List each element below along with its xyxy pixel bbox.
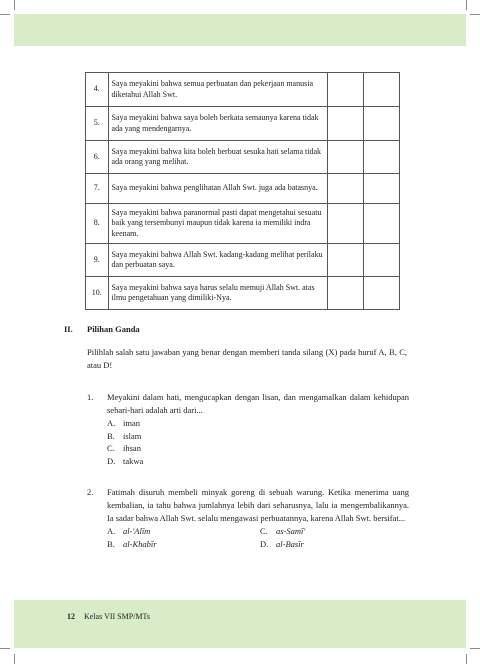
answer-cell[interactable] bbox=[363, 73, 399, 107]
option-c[interactable] bbox=[107, 442, 409, 455]
survey-table bbox=[85, 72, 400, 310]
answer-cell[interactable] bbox=[328, 244, 363, 277]
crop-mark bbox=[0, 14, 10, 15]
table-row bbox=[86, 277, 400, 310]
option-row bbox=[107, 525, 409, 538]
crop-mark bbox=[0, 648, 10, 649]
crop-mark bbox=[466, 654, 467, 664]
page-number: 12 bbox=[67, 612, 75, 621]
row-statement: Saya meyakini bahwa penglihatan Allah Swt. juga ada batasnya. bbox=[108, 174, 328, 204]
instruction-text: Pilihlah salah satu jawaban yang benar dengan memberi tanda silang (X) pada huruf A, B, C, atau D! bbox=[87, 347, 407, 370]
question-2 bbox=[87, 486, 409, 550]
table-row bbox=[86, 141, 400, 174]
option-d[interactable] bbox=[260, 538, 304, 551]
option-text: al-'Alīm bbox=[123, 526, 151, 536]
option-d[interactable] bbox=[107, 455, 409, 468]
table-row bbox=[86, 204, 400, 244]
option-text: takwa bbox=[123, 455, 144, 466]
answer-cell[interactable] bbox=[363, 174, 399, 204]
row-statement: Saya meyakini bahwa semua perbuatan dan pekerjaan manusia diketahui Allah Swt. bbox=[108, 73, 328, 107]
option-letter: C. bbox=[107, 443, 115, 453]
row-number: 4. bbox=[86, 73, 109, 107]
answer-cell[interactable] bbox=[363, 107, 399, 141]
option-text: iman bbox=[123, 418, 140, 428]
question-number: 2. bbox=[87, 487, 94, 497]
row-number: 6. bbox=[86, 141, 109, 174]
row-statement: Saya meyakini bahwa saya harus selalu memuji Allah Swt. atas ilmu pengetahuan yang dimiliki-Nya. bbox=[108, 277, 328, 310]
row-number: 5. bbox=[86, 107, 109, 141]
footer-label: Kelas VII SMP/MTs bbox=[84, 612, 150, 621]
row-statement: Saya meyakini bahwa Allah Swt. kadang-kadang melihat perilaku dan perbuatan saya. bbox=[108, 244, 328, 277]
option-text: as-Samī' bbox=[276, 526, 306, 536]
row-statement: Saya meyakini bahwa paranormal pasti dapat mengetahui sesuatu baik yang tersembunyi maupun tidak karena ia memiliki indra keenam. bbox=[108, 204, 328, 244]
answer-cell[interactable] bbox=[363, 244, 399, 277]
option-b[interactable] bbox=[107, 538, 157, 551]
option-letter: D. bbox=[260, 538, 269, 549]
option-b[interactable] bbox=[107, 430, 409, 443]
answer-cell[interactable] bbox=[363, 277, 399, 310]
section-number: II. bbox=[64, 324, 73, 334]
question-1 bbox=[87, 391, 409, 467]
option-letter: D. bbox=[107, 455, 116, 466]
option-text: al-Basīr bbox=[276, 538, 304, 549]
table-row bbox=[86, 107, 400, 141]
row-number: 7. bbox=[86, 174, 109, 204]
row-number: 10. bbox=[86, 277, 109, 310]
option-c[interactable] bbox=[260, 525, 305, 538]
answer-cell[interactable] bbox=[328, 204, 363, 244]
crop-mark bbox=[470, 648, 480, 649]
answer-cell[interactable] bbox=[328, 141, 363, 174]
option-letter: A. bbox=[107, 526, 116, 536]
question-text: Meyakini dalam hati, mengucapkan dengan lisan, dan mengamalkan dalam kehidupan sehari-hari adalah arti dari... bbox=[107, 392, 409, 415]
option-text: islam bbox=[123, 430, 142, 441]
answer-cell[interactable] bbox=[328, 174, 363, 204]
crop-mark bbox=[14, 0, 15, 10]
answer-cell[interactable] bbox=[363, 141, 399, 174]
row-number: 9. bbox=[86, 244, 109, 277]
section-title: Pilihan Ganda bbox=[87, 324, 140, 334]
section-heading bbox=[64, 324, 140, 334]
page-footer bbox=[67, 612, 150, 621]
table-row bbox=[86, 244, 400, 277]
option-text: ihsan bbox=[123, 443, 141, 453]
crop-mark bbox=[14, 654, 15, 664]
option-text: al-Khabīr bbox=[123, 538, 157, 549]
answer-cell[interactable] bbox=[328, 107, 363, 141]
question-text: Fatimah disuruh membeli minyak goreng di sebuah warung. Ketika menerima uang kembalian, ia tahu bahwa jumlahnya lebih dari seharusnya, lalu ia mengembalikannya. Ia sadar bahwa Allah Swt. selalu mengawasi perbuatannya, karena Allah Swt. bersifat... bbox=[107, 487, 409, 523]
row-number: 8. bbox=[86, 204, 109, 244]
option-a[interactable] bbox=[107, 525, 150, 538]
row-statement: Saya meyakini bahwa saya boleh berkata semaunya karena tidak ada yang mendengarnya. bbox=[108, 107, 328, 141]
option-letter: B. bbox=[107, 430, 115, 441]
header-band bbox=[14, 14, 466, 46]
option-letter: A. bbox=[107, 418, 116, 428]
answer-cell[interactable] bbox=[328, 277, 363, 310]
table-row bbox=[86, 174, 400, 204]
option-letter: B. bbox=[107, 538, 115, 549]
answer-cell[interactable] bbox=[363, 204, 399, 244]
answer-cell[interactable] bbox=[328, 73, 363, 107]
option-row bbox=[107, 538, 409, 551]
crop-mark bbox=[470, 14, 480, 15]
footer-band bbox=[14, 600, 466, 648]
table-row bbox=[86, 73, 400, 107]
option-letter: C. bbox=[260, 526, 268, 536]
crop-mark bbox=[466, 0, 467, 10]
row-statement: Saya meyakini bahwa kita boleh berbuat sesuka hati selama tidak ada orang yang melihat. bbox=[108, 141, 328, 174]
option-a[interactable] bbox=[107, 417, 409, 430]
question-number: 1. bbox=[87, 392, 94, 402]
